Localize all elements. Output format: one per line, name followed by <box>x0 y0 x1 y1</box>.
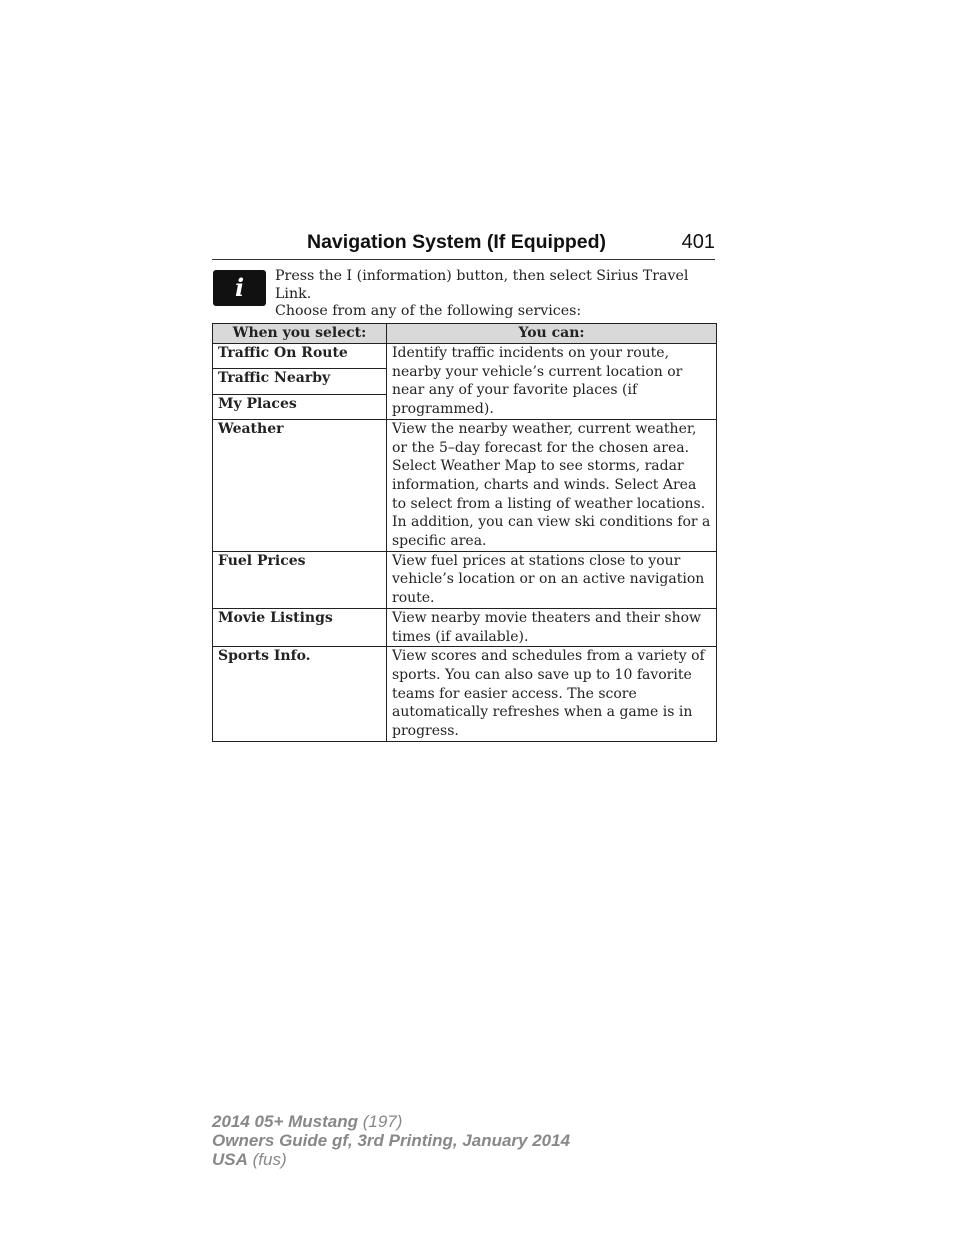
table-row <box>213 608 717 646</box>
column-header-select: When you select: <box>213 324 387 344</box>
selection-traffic-nearby: Traffic Nearby <box>213 369 387 394</box>
description-sports-info: View scores and schedules from a variety of sports. You can also save up to 10 favorite teams for easier access. The score automatically refreshes when a game is in progress. <box>387 647 717 742</box>
page-number: 401 <box>681 231 715 253</box>
selection-weather: Weather <box>213 419 387 551</box>
footer-model: 2014 05+ Mustang <box>212 1112 358 1131</box>
description-fuel-prices: View fuel prices at stations close to your vehicle’s location or on an active navigation route. <box>387 551 717 608</box>
intro-line-2: Choose from any of the following services: <box>275 303 582 319</box>
footer-line-2 <box>212 1131 570 1150</box>
description-traffic: Identify traffic incidents on your route, nearby your vehicle’s current location or near any of your favorite places (if programmed). <box>387 344 717 420</box>
footer-printing: Owners Guide gf, 3rd Printing, January 2014 <box>212 1131 571 1150</box>
table-row <box>213 419 717 551</box>
table-row <box>213 551 717 608</box>
description-weather: View the nearby weather, current weather, or the 5–day forecast for the chosen area. Select Weather Map to see storms, radar information, charts and winds. Select Area to select from a listing of weather locations. In addition, you can view ski conditions for a specific area. <box>387 419 717 551</box>
footer-model-code: (197) <box>362 1112 403 1131</box>
description-movie-listings: View nearby movie theaters and their show times (if available). <box>387 608 717 646</box>
info-icon-glyph: i <box>234 273 245 302</box>
intro-text <box>275 268 720 321</box>
info-icon <box>213 270 266 306</box>
selection-sports-info: Sports Info. <box>213 647 387 742</box>
services-table <box>212 323 717 742</box>
table-row <box>213 647 717 742</box>
selection-my-places: My Places <box>213 394 387 419</box>
intro-line-1: Press the I (information) button, then select Sirius Travel Link. <box>275 268 689 302</box>
column-header-can: You can: <box>387 324 717 344</box>
footer-market: USA <box>212 1150 248 1169</box>
selection-traffic-on-route: Traffic On Route <box>213 344 387 369</box>
selection-fuel-prices: Fuel Prices <box>213 551 387 608</box>
selection-movie-listings: Movie Listings <box>213 608 387 646</box>
table-header-row <box>213 324 717 344</box>
table-row <box>213 344 717 369</box>
footer-line-1 <box>212 1112 570 1131</box>
page-footer <box>212 1112 570 1169</box>
page-header <box>212 229 715 260</box>
section-title: Navigation System (If Equipped) <box>307 231 607 253</box>
footer-line-3 <box>212 1150 570 1169</box>
footer-market-code: (fus) <box>252 1150 287 1169</box>
